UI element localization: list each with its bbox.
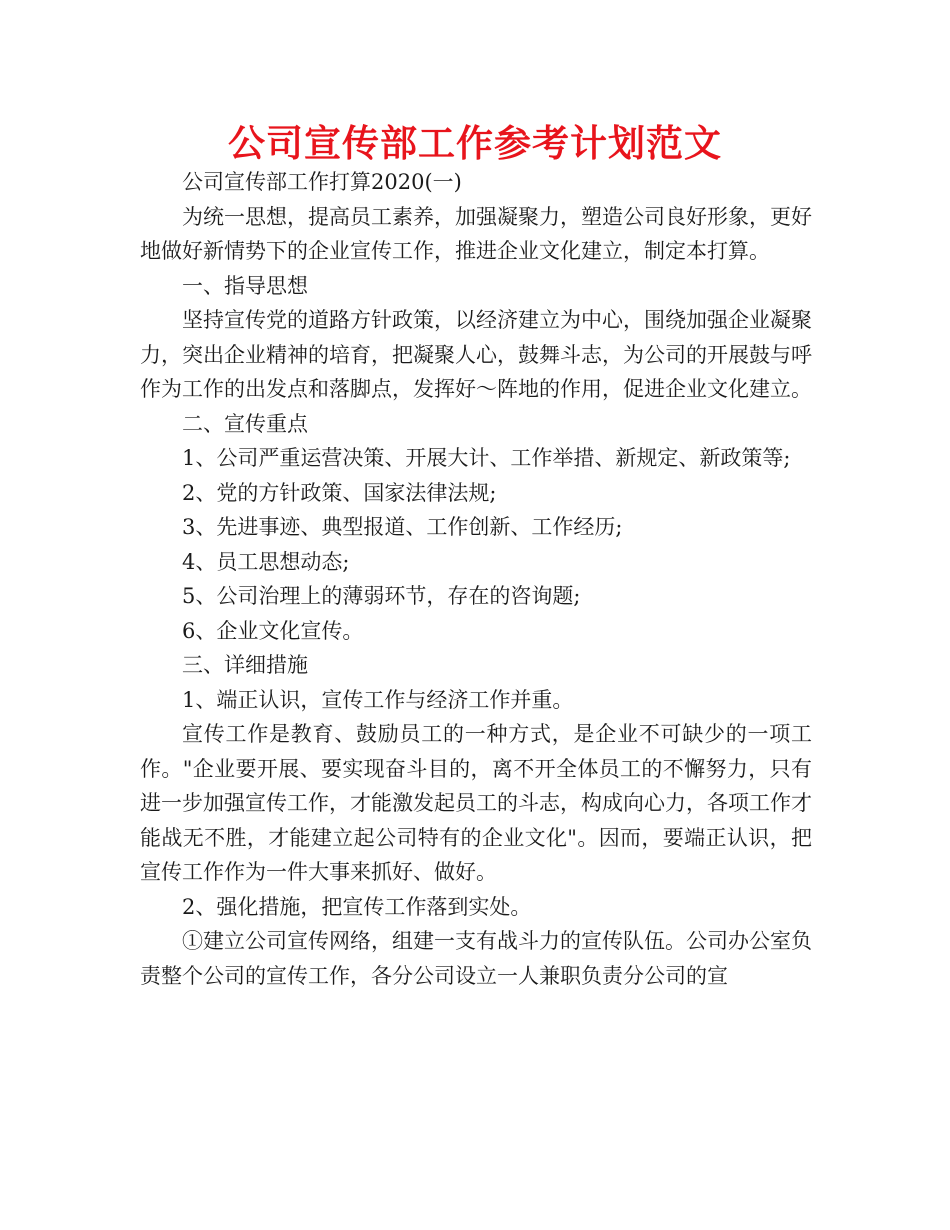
section-heading-publicity-focus: 二、宣传重点 (182, 411, 308, 436)
paragraph-measure-2: ①建立公司宣传网络，组建一支有战斗力的宣传队伍。公司办公室负责整个公司的宣传工作，各分公司设立一人兼职负责分公司的宣 (140, 929, 812, 988)
paragraph-measure-1: 宣传工作是教育、鼓励员工的一种方式，是企业不可缺少的一项工作。"企业要开展、要实现奋斗目的，离不开全体员工的不懈努力，只有进一步加强宣传工作，才能激发起员工的斗志，构成向心力，各项工作才能战无不胜，才能建立起公司特有的企业文化"。因而，要端正认识，把宣传工作作为一件大事来抓好、做好。 (140, 722, 812, 884)
section-heading-measures: 三、详细措施 (182, 653, 308, 677)
paragraph-subtitle: 公司宣传部工作打算2020(一) (182, 170, 462, 194)
measure-item-1: 1、端正认识，宣传工作与经济工作并重。 (182, 687, 574, 712)
list-item-focus-3: 3、先进事迹、典型报道、工作创新、工作经历; (182, 515, 623, 539)
list-item-focus-4: 4、员工思想动态; (182, 549, 350, 574)
measure-item-2: 2、强化措施，把宣传工作落到实处。 (182, 894, 532, 919)
list-item-focus-5: 5、公司治理上的薄弱环节，存在的咨询题; (182, 584, 581, 608)
document-title: 公司宣传部工作参考计划范文 (228, 122, 722, 165)
list-item-focus-2: 2、党的方针政策、国家法律法规; (182, 480, 497, 505)
paragraph-guiding-ideology: 坚持宣传党的道路方针政策，以经济建立为中心，围绕加强企业凝聚力，突出企业精神的培育，把凝聚人心，鼓舞斗志，为公司的开展鼓与呼作为工作的出发点和落脚点，发挥好～阵地的作用，促进企业文化建立。 (140, 308, 812, 401)
document-body (140, 165, 812, 993)
list-item-focus-1: 1、公司严重运营决策、开展大计、工作举措、新规定、新政策等; (182, 446, 791, 470)
paragraph-intro: 为统一思想，提高员工素养，加强凝聚力，塑造公司良好形象，更好地做好新情势下的企业宣传工作，推进企业文化建立，制定本打算。 (140, 204, 812, 263)
section-heading-guiding-ideology: 一、指导思想 (182, 273, 308, 298)
list-item-focus-6: 6、企业文化宣传。 (182, 618, 364, 643)
